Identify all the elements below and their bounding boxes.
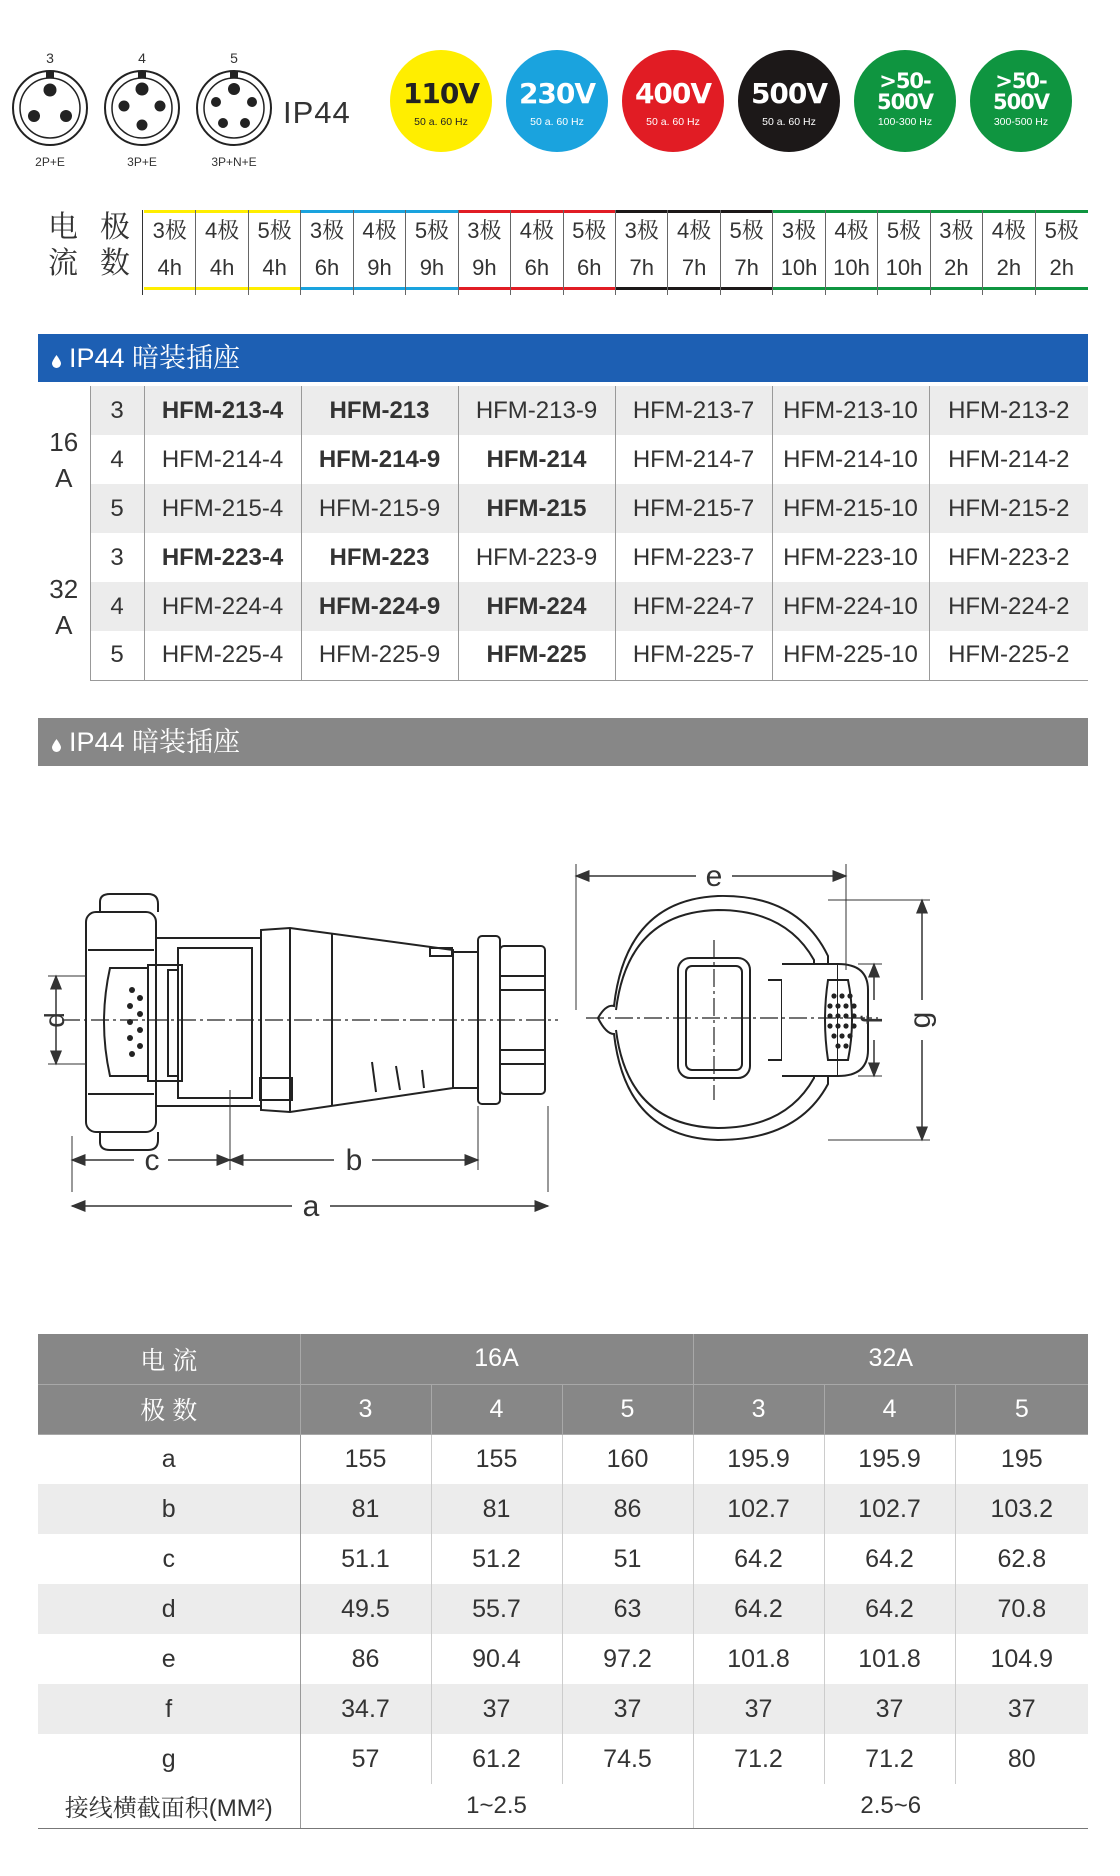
amp-pole: 3极 xyxy=(459,210,510,246)
amp-hours: 7h xyxy=(721,246,772,290)
amp-pole: 4极 xyxy=(511,210,562,246)
dims-pole: 4 xyxy=(431,1384,562,1434)
amp-hours: 6h xyxy=(511,246,562,290)
amp-cell xyxy=(826,210,878,295)
model-current-unit: A xyxy=(55,462,73,493)
model-number: HFM-214-2 xyxy=(948,445,1070,473)
dims-value: 51.2 xyxy=(431,1534,562,1584)
model-number: HFM-214-7 xyxy=(615,435,772,484)
voltage-value: 500V xyxy=(750,77,828,110)
dims-value: 49.5 xyxy=(300,1584,431,1634)
voltage-badges xyxy=(390,50,1072,152)
dims-row-label: c xyxy=(38,1534,300,1584)
model-number: HFM-213-10 xyxy=(772,386,929,435)
amp-cell xyxy=(511,210,563,295)
amp-pole: 4极 xyxy=(196,210,247,246)
dims-value: 74.5 xyxy=(562,1734,693,1784)
dims-value: 51 xyxy=(562,1534,693,1584)
dims-current-label: 电 流 xyxy=(38,1334,300,1384)
plug-face-3pin-icon xyxy=(10,68,90,148)
section-banner-dimensions xyxy=(38,718,1088,766)
dims-value: 64.2 xyxy=(693,1584,824,1634)
amp-pole: 4极 xyxy=(354,210,405,246)
amp-hours: 2h xyxy=(1036,246,1088,290)
model-number: HFM-224-2 xyxy=(929,582,1088,631)
section-banner-models xyxy=(38,334,1088,382)
amp-grid xyxy=(144,210,1088,295)
dims-pole: 3 xyxy=(300,1384,431,1434)
dims-row xyxy=(38,1484,1088,1534)
model-number: HFM-224 xyxy=(458,582,615,631)
dims-pole: 4 xyxy=(824,1384,955,1434)
dims-value: 37 xyxy=(824,1684,955,1734)
dims-row xyxy=(38,1734,1088,1784)
amp-pole: 5极 xyxy=(721,210,772,246)
voltage-frequency: 50 a. 60 Hz xyxy=(414,116,468,128)
model-current xyxy=(38,386,90,533)
water-drop-icon xyxy=(52,355,61,368)
poles-label-2: 数 xyxy=(100,247,130,280)
current-label-2: 流 xyxy=(48,247,78,280)
voltage-badge xyxy=(506,50,608,152)
amp-cell xyxy=(144,210,196,295)
amp-hours: 2h xyxy=(983,246,1034,290)
dims-value: 57 xyxy=(300,1734,431,1784)
model-number: HFM-213-9 xyxy=(458,386,615,435)
dims-value: 90.4 xyxy=(431,1634,562,1684)
dims-pole: 3 xyxy=(693,1384,824,1434)
voltage-value: 400V xyxy=(634,77,712,110)
voltage-value-line1: >50- xyxy=(879,69,931,93)
model-pole: 3 xyxy=(90,533,144,582)
wire-32a: 2.5~6 xyxy=(693,1784,1088,1828)
voltage-value-line2: 500V xyxy=(876,89,934,114)
header-section xyxy=(0,0,1120,320)
dims-value: 195.9 xyxy=(693,1434,824,1484)
model-current-unit: A xyxy=(55,609,73,640)
amp-pole: 3极 xyxy=(616,210,667,246)
dims-value: 71.2 xyxy=(824,1734,955,1784)
dims-value: 104.9 xyxy=(990,1644,1054,1673)
model-number: HFM-214-9 xyxy=(301,435,458,484)
dims-value: 97.2 xyxy=(562,1634,693,1684)
dims-value: 160 xyxy=(562,1434,693,1484)
voltage-value-line2: 500V xyxy=(992,89,1050,114)
pin-config-4 xyxy=(102,50,182,169)
amp-cell xyxy=(983,210,1035,295)
dims-value: 55.7 xyxy=(431,1584,562,1634)
dims-header-poles xyxy=(38,1384,1088,1434)
dims-row xyxy=(38,1534,1088,1584)
dims-row-label: d xyxy=(38,1584,300,1634)
model-number: HFM-215 xyxy=(458,484,615,533)
dims-value: 62.8 xyxy=(997,1544,1047,1573)
model-number: HFM-224-7 xyxy=(615,582,772,631)
amp-hours: 4h xyxy=(144,246,195,290)
model-row xyxy=(38,533,1088,582)
model-number: HFM-213-7 xyxy=(615,386,772,435)
current-label xyxy=(38,210,88,282)
amp-pole: 5极 xyxy=(564,210,615,246)
amp-hours: 10h xyxy=(878,246,929,290)
pin-count: 4 xyxy=(138,50,146,66)
pin-config-5 xyxy=(194,50,274,169)
poles-label xyxy=(90,210,140,282)
model-current xyxy=(38,533,90,680)
dims-row xyxy=(38,1684,1088,1734)
dim-label-d: d xyxy=(39,1012,70,1028)
model-number: HFM-224-9 xyxy=(301,582,458,631)
dims-value: 64.2 xyxy=(824,1584,955,1634)
amp-hours: 2h xyxy=(931,246,982,290)
dims-header-current xyxy=(38,1334,1088,1384)
model-number: HFM-225 xyxy=(458,631,615,680)
amp-hours: 7h xyxy=(616,246,667,290)
model-number: HFM-224-10 xyxy=(772,582,929,631)
dims-value: 102.7 xyxy=(693,1484,824,1534)
model-pole: 4 xyxy=(90,582,144,631)
pin-config-3 xyxy=(10,50,90,169)
amp-hours: 10h xyxy=(826,246,877,290)
voltage-frequency: 100-300 Hz xyxy=(877,116,933,129)
plug-face-4pin-icon xyxy=(102,68,182,148)
ip-rating: IP44 xyxy=(283,95,351,130)
current-label-1: 电 xyxy=(48,211,78,244)
banner-title: IP44 暗装插座 xyxy=(69,343,241,373)
model-pole: 4 xyxy=(90,435,144,484)
dims-value: 70.8 xyxy=(955,1584,1088,1634)
dims-amp-16: 16A xyxy=(300,1334,693,1384)
amp-cell xyxy=(878,210,930,295)
pin-label: 3P+N+E xyxy=(211,155,257,169)
pin-label: 2P+E xyxy=(35,155,65,169)
dimension-drawing xyxy=(38,840,1088,1260)
voltage-value xyxy=(854,50,956,112)
model-number: HFM-225-4 xyxy=(144,631,301,680)
dims-value: 86 xyxy=(300,1634,431,1684)
model-number: HFM-224-4 xyxy=(144,582,301,631)
dims-wire-row xyxy=(38,1784,1088,1828)
model-number: HFM-213 xyxy=(301,386,458,435)
voltage-badge xyxy=(738,50,840,152)
dims-row-label: b xyxy=(38,1484,300,1534)
amp-cell xyxy=(301,210,353,295)
amp-pole: 5极 xyxy=(406,210,457,246)
model-pole: 5 xyxy=(90,631,144,680)
dims-value: 101.8 xyxy=(693,1634,824,1684)
amp-hours: 10h xyxy=(773,246,824,290)
amp-pole: 5极 xyxy=(1036,210,1088,246)
poles-label-1: 极 xyxy=(100,211,130,244)
dims-value: 86 xyxy=(562,1484,693,1534)
pin-count: 5 xyxy=(230,50,238,66)
dims-value: 102.7 xyxy=(824,1484,955,1534)
model-row xyxy=(38,435,1088,484)
dims-value: 155 xyxy=(300,1434,431,1484)
amp-cell xyxy=(668,210,720,295)
model-number: HFM-223-9 xyxy=(458,533,615,582)
dims-value: 64.2 xyxy=(824,1534,955,1584)
plug-face-5pin-icon xyxy=(194,68,274,148)
pin-count: 3 xyxy=(46,50,54,66)
amp-pole: 3极 xyxy=(773,210,824,246)
model-number: HFM-215-7 xyxy=(615,484,772,533)
model-number: HFM-214 xyxy=(458,435,615,484)
model-number: HFM-225-7 xyxy=(615,631,772,680)
model-current-value: 16 xyxy=(49,426,79,457)
dims-value: 195 xyxy=(1000,1444,1043,1473)
dimension-table xyxy=(38,1334,1088,1829)
amp-cell xyxy=(354,210,406,295)
dims-row-label: e xyxy=(38,1634,300,1684)
dims-value: 37 xyxy=(693,1684,824,1734)
model-number: HFM-223-10 xyxy=(772,533,929,582)
dim-label-f: f xyxy=(856,1015,889,1025)
amp-pole: 3极 xyxy=(931,210,982,246)
dims-value: 80 xyxy=(1007,1744,1036,1773)
dims-value: 61.2 xyxy=(431,1734,562,1784)
voltage-value xyxy=(970,50,1072,112)
amp-hours: 6h xyxy=(301,246,352,290)
amp-pole: 5极 xyxy=(249,210,300,246)
model-number: HFM-223-4 xyxy=(144,533,301,582)
amp-pole: 4极 xyxy=(983,210,1034,246)
water-drop-icon xyxy=(52,739,61,752)
side-view xyxy=(86,894,545,1150)
model-number: HFM-223-2 xyxy=(948,543,1070,571)
dims-value: 81 xyxy=(300,1484,431,1534)
amp-cell xyxy=(564,210,616,295)
model-pole: 5 xyxy=(90,484,144,533)
dims-row-label: a xyxy=(38,1434,300,1484)
voltage-frequency: 50 a. 60 Hz xyxy=(530,116,584,128)
dims-value: 51.1 xyxy=(300,1534,431,1584)
model-number: HFM-213-2 xyxy=(929,386,1088,435)
dims-value: 155 xyxy=(431,1434,562,1484)
pin-configurations xyxy=(10,50,274,169)
amp-cell xyxy=(249,210,301,295)
wire-label: 接线横截面积(MM²) xyxy=(38,1784,300,1828)
dims-value: 37 xyxy=(431,1684,562,1734)
voltage-frequency: 50 a. 60 Hz xyxy=(646,116,700,128)
dims-row xyxy=(38,1634,1088,1684)
model-number: HFM-223-7 xyxy=(615,533,772,582)
model-number: HFM-214-4 xyxy=(144,435,301,484)
amp-pole: 4极 xyxy=(668,210,719,246)
model-number: HFM-215-10 xyxy=(772,484,929,533)
dim-label-a: a xyxy=(302,1190,320,1223)
dims-value: 195.9 xyxy=(824,1434,955,1484)
wire-16a: 1~2.5 xyxy=(300,1784,693,1828)
voltage-badge xyxy=(854,50,956,152)
amp-cell xyxy=(616,210,668,295)
dims-value: 71.2 xyxy=(693,1734,824,1784)
dims-poles-label: 极 数 xyxy=(38,1384,300,1434)
dims-row xyxy=(38,1434,1088,1484)
voltage-frequency: 300-500 Hz xyxy=(993,116,1049,129)
dims-pole: 5 xyxy=(562,1384,693,1434)
amp-pole: 3极 xyxy=(301,210,352,246)
dims-value: 63 xyxy=(562,1584,693,1634)
voltage-badge xyxy=(970,50,1072,152)
amp-hours: 7h xyxy=(668,246,719,290)
dim-label-e: e xyxy=(705,860,723,893)
divider xyxy=(142,210,143,295)
current-duration-table xyxy=(38,210,1088,295)
amp-cell xyxy=(721,210,773,295)
dims-row xyxy=(38,1584,1088,1634)
dims-value: 64.2 xyxy=(693,1534,824,1584)
amp-cell xyxy=(406,210,458,295)
dims-pole: 5 xyxy=(955,1384,1088,1434)
dims-value: 101.8 xyxy=(824,1634,955,1684)
voltage-value: 230V xyxy=(518,77,596,110)
amp-hours: 6h xyxy=(564,246,615,290)
pin-label: 3P+E xyxy=(127,155,157,169)
voltage-badge xyxy=(390,50,492,152)
model-row xyxy=(38,582,1088,631)
model-row xyxy=(38,386,1088,435)
dims-row-label: f xyxy=(38,1684,300,1734)
dims-value: 81 xyxy=(431,1484,562,1534)
amp-cell xyxy=(459,210,511,295)
model-current-value: 32 xyxy=(49,573,79,604)
dims-value: 34.7 xyxy=(300,1684,431,1734)
dims-amp-32: 32A xyxy=(693,1334,1088,1384)
model-number: HFM-223 xyxy=(301,533,458,582)
dims-value: 103.2 xyxy=(955,1484,1088,1534)
voltage-value-line1: >50- xyxy=(995,69,1047,93)
amp-hours: 9h xyxy=(354,246,405,290)
dims-row-label: g xyxy=(38,1734,300,1784)
amp-hours: 4h xyxy=(196,246,247,290)
model-number: HFM-225-10 xyxy=(772,631,929,680)
amp-hours: 4h xyxy=(249,246,300,290)
amp-hours: 9h xyxy=(406,246,457,290)
amp-cell xyxy=(773,210,825,295)
amp-cell xyxy=(1036,210,1088,295)
model-number: HFM-225-9 xyxy=(301,631,458,680)
banner-title: IP44 暗装插座 xyxy=(69,727,241,757)
model-number: HFM-225-2 xyxy=(929,631,1088,680)
model-row xyxy=(38,484,1088,533)
dim-label-c: c xyxy=(144,1144,160,1177)
dims-value: 37 xyxy=(562,1684,693,1734)
model-pole: 3 xyxy=(90,386,144,435)
dim-label-g: g xyxy=(904,1011,937,1029)
model-row xyxy=(38,631,1088,680)
dim-label-b: b xyxy=(345,1144,363,1177)
voltage-badge xyxy=(622,50,724,152)
model-number: HFM-215-4 xyxy=(144,484,301,533)
amp-pole: 5极 xyxy=(878,210,929,246)
model-number: HFM-215-9 xyxy=(301,484,458,533)
voltage-value: 110V xyxy=(402,77,480,110)
model-number: HFM-214-10 xyxy=(772,435,929,484)
amp-pole: 3极 xyxy=(144,210,195,246)
dims-value: 37 xyxy=(955,1684,1088,1734)
model-number: HFM-215-2 xyxy=(929,484,1088,533)
amp-cell xyxy=(931,210,983,295)
voltage-frequency: 50 a. 60 Hz xyxy=(762,116,816,128)
amp-hours: 9h xyxy=(459,246,510,290)
model-number: HFM-213-4 xyxy=(144,386,301,435)
model-table xyxy=(38,386,1088,681)
amp-pole: 4极 xyxy=(826,210,877,246)
amp-cell xyxy=(196,210,248,295)
